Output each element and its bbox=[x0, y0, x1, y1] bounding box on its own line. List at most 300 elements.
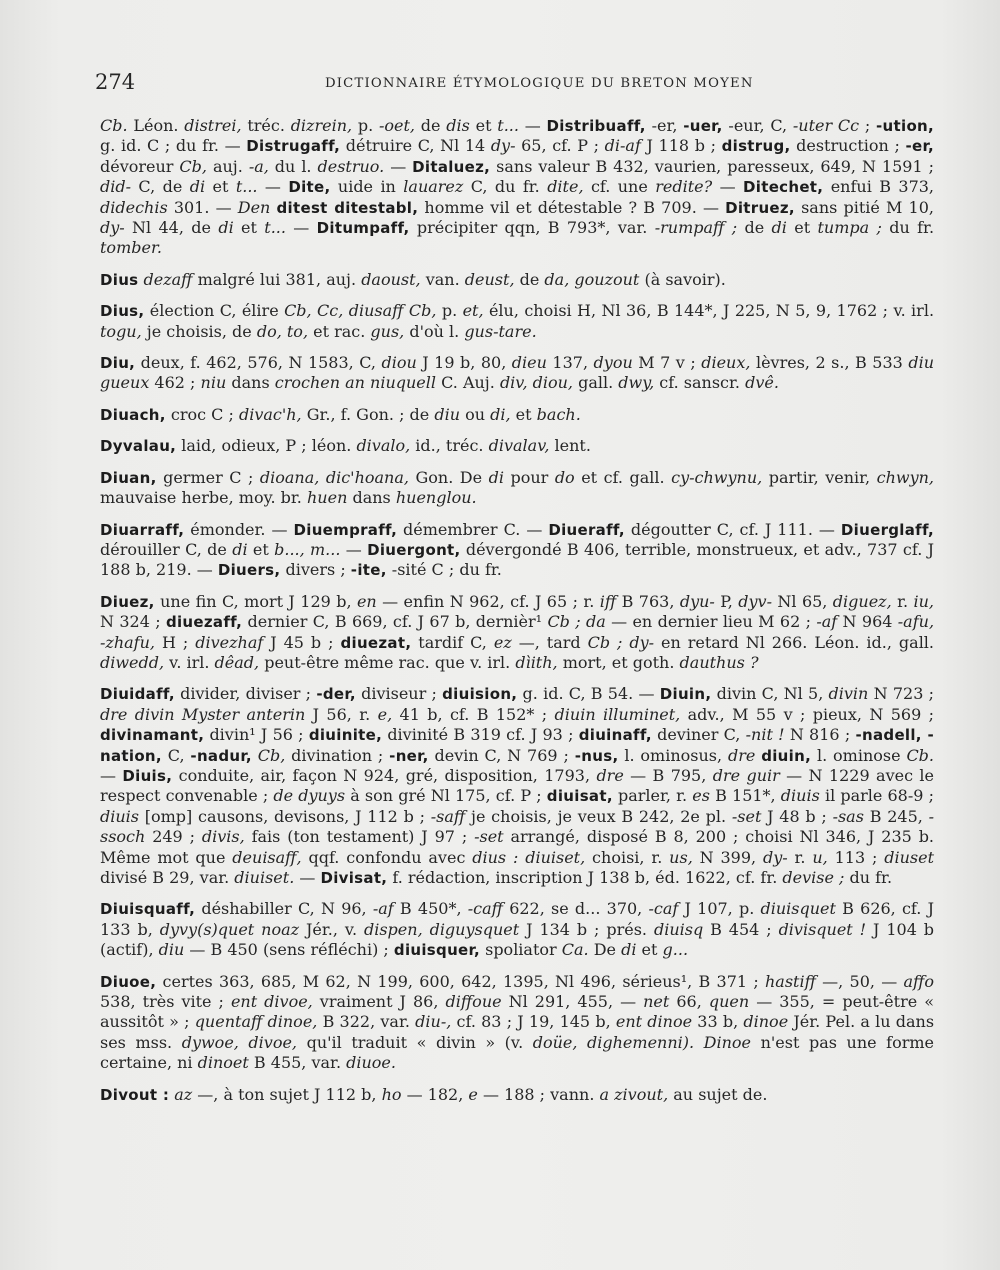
italic-text: chwyn, bbox=[876, 467, 935, 487]
italic-text: lauarez bbox=[403, 177, 464, 197]
italic-text: di bbox=[771, 218, 787, 238]
italic-text: ho bbox=[381, 1084, 402, 1104]
italic-text: es bbox=[692, 786, 710, 806]
entry-text: divin¹ J 56 ; bbox=[204, 725, 309, 745]
italic-text: doüe, dighemenni). bbox=[532, 1032, 695, 1052]
italic-text: dauthus ? bbox=[679, 652, 759, 672]
italic-text: diuis bbox=[100, 806, 139, 826]
entry-text: et bbox=[786, 218, 818, 238]
italic-text: di-af bbox=[604, 136, 641, 156]
headword: Divisat, bbox=[320, 869, 388, 887]
entry-text: laid, odieux, P ; léon. bbox=[176, 436, 357, 456]
italic-text: diuset bbox=[884, 847, 934, 867]
entry-text: et bbox=[475, 116, 498, 135]
entry-text: parler, r. bbox=[612, 786, 693, 806]
dictionary-entry bbox=[100, 468, 934, 509]
italic-text: net bbox=[643, 992, 670, 1012]
headword: distrug, bbox=[721, 137, 791, 156]
entry-text: g. id. C ; du fr. — bbox=[100, 136, 247, 156]
entry-text: — 188 ; vann. bbox=[477, 1084, 600, 1104]
italic-text: -set bbox=[474, 827, 504, 847]
headword: Diu, bbox=[100, 354, 136, 373]
entry-text: (à savoir). bbox=[639, 269, 726, 289]
italic-text: divac'h, bbox=[238, 404, 302, 424]
entry-text: et bbox=[636, 940, 663, 960]
headword: -er, bbox=[905, 137, 935, 156]
entry-text: M 7 v ; bbox=[632, 353, 702, 373]
italic-text: divalav, bbox=[488, 436, 550, 456]
headword: diuisat, bbox=[546, 787, 613, 806]
italic-text: dizrein, bbox=[290, 116, 358, 135]
entry-text: élection C, élire bbox=[144, 301, 285, 321]
headword: Diuerglaff, bbox=[840, 520, 934, 539]
entry-text: J 134 b ; prés. bbox=[519, 919, 654, 939]
entry-text: J 45 b ; bbox=[263, 632, 341, 652]
entry-text: uide in bbox=[330, 177, 404, 197]
entry-text: cf. sanscr. bbox=[654, 373, 746, 393]
italic-text: -ssoch bbox=[100, 806, 934, 847]
italic-text: -nit ! bbox=[745, 725, 785, 745]
italic-text: dy- bbox=[100, 218, 125, 238]
entry-text: — B 795, bbox=[623, 765, 713, 785]
italic-text: b..., m... bbox=[274, 539, 341, 559]
italic-text: -sas bbox=[832, 806, 864, 826]
entry-text: 249 ; bbox=[145, 827, 202, 847]
entry-text: p. bbox=[357, 116, 379, 135]
entry-text: détruire C, Nl 14 bbox=[340, 136, 491, 156]
dictionary-body bbox=[100, 116, 934, 1116]
entry-text: sans valeur B 432, vaurien, paresseux, 649, N 1591 ; bbox=[490, 156, 934, 176]
entry-text: — 355, = peut-être « aussitôt » ; bbox=[100, 992, 935, 1032]
italic-text: deust, bbox=[464, 269, 515, 289]
entry-text: p. bbox=[436, 301, 463, 321]
entry-text: — bbox=[294, 868, 321, 887]
entry-text: cf. une bbox=[583, 177, 656, 197]
entry-text: adv., M 55 v ; pieux, N 569 ; bbox=[680, 704, 935, 724]
entry-text: dans bbox=[226, 373, 275, 393]
entry-text: enfui B 373, bbox=[823, 177, 935, 197]
italic-text: diuisq bbox=[653, 919, 704, 939]
entry-text: divination ; bbox=[285, 745, 390, 765]
entry-text: B 455, var. bbox=[248, 1053, 347, 1073]
italic-text: divezhaf bbox=[195, 632, 264, 652]
italic-text: destruo. bbox=[317, 156, 385, 176]
italic-text: dyou bbox=[593, 353, 633, 373]
entry-text: fais (ton testament) J 97 ; bbox=[244, 827, 475, 847]
italic-text: quentaff dinoe, bbox=[194, 1012, 318, 1032]
dictionary-entry bbox=[100, 436, 934, 456]
entry-text: déshabiller C, N 96, bbox=[195, 899, 373, 919]
italic-text: Den bbox=[237, 197, 271, 217]
dictionary-entry bbox=[100, 972, 934, 1074]
italic-text: affo bbox=[903, 971, 935, 991]
entry-text: f. rédaction, inscription J 138 b, éd. 1622, cf. fr. bbox=[387, 868, 783, 887]
entry-text: — bbox=[384, 156, 413, 176]
entry-text: tréc. bbox=[247, 116, 291, 135]
italic-text: di bbox=[189, 177, 206, 197]
italic-text: dre divin Myster anterin bbox=[100, 704, 306, 724]
italic-text: did- bbox=[100, 177, 132, 197]
entry-text: élu, choisi H, Nl 36, B 144*, J 225, N 5, 9, 1762 ; v. irl. bbox=[483, 301, 935, 321]
entry-text: P, bbox=[714, 591, 739, 611]
entry-text: — N 1229 avec le respect convenable ; bbox=[100, 765, 935, 806]
dictionary-entry bbox=[100, 520, 934, 581]
entry-text: au sujet de. bbox=[668, 1084, 768, 1104]
entry-text: divider, diviser ; bbox=[174, 684, 317, 704]
entry-text: lèvres, 2 s., B 533 bbox=[750, 353, 909, 373]
entry-text: cf. 83 ; J 19, 145 b, bbox=[451, 1012, 616, 1032]
italic-text: do bbox=[554, 467, 575, 487]
entry-text: — bbox=[285, 218, 317, 238]
italic-text: dinoet bbox=[197, 1053, 249, 1073]
headword: -nadell, -nation, bbox=[100, 726, 935, 765]
entry-text: devin C, N 769 ; bbox=[428, 745, 575, 765]
entry-text: en retard Nl 266. Léon. id., gall. bbox=[654, 632, 935, 652]
entry-text: divers ; bbox=[280, 560, 351, 580]
entry-text: ou bbox=[460, 404, 491, 424]
italic-text: dyv- bbox=[738, 591, 772, 611]
dictionary-entry bbox=[100, 270, 934, 290]
entry-text: précipiter qqn, B 793*, var. bbox=[409, 218, 655, 238]
italic-text: e, bbox=[377, 704, 393, 724]
entry-text: N 964 bbox=[837, 612, 898, 632]
italic-text: bach. bbox=[536, 404, 581, 424]
entry-text: croc C ; bbox=[165, 404, 239, 424]
italic-text: distrei, bbox=[184, 116, 248, 135]
headword: -der, bbox=[316, 685, 356, 704]
italic-text: us, bbox=[669, 847, 693, 867]
italic-text: diu gueux bbox=[100, 353, 934, 393]
italic-text: diuisquet bbox=[760, 899, 836, 919]
italic-text: -af bbox=[372, 899, 394, 919]
headword: Diuez, bbox=[100, 592, 155, 611]
italic-text: ent divoe, bbox=[230, 992, 313, 1012]
italic-text: dy- bbox=[490, 136, 516, 156]
entry-text: —, à ton sujet J 112 b, bbox=[192, 1084, 382, 1104]
headword: Diuan, bbox=[100, 468, 157, 487]
headword: -nadur, bbox=[190, 746, 252, 765]
headword: Diuempraff, bbox=[293, 520, 398, 539]
entry-text: Nl 65, bbox=[772, 591, 833, 611]
entry-text: malgré lui 381, auj. bbox=[192, 269, 362, 289]
italic-text: dite, bbox=[547, 177, 584, 197]
entry-text: du l. bbox=[268, 156, 318, 176]
running-title: DICTIONNAIRE ÉTYMOLOGIQUE DU BRETON MOYEN bbox=[325, 76, 754, 91]
entry-text: je choisis, je veux B 242, 2e pl. bbox=[465, 806, 732, 826]
headword: Diuisquaff, bbox=[100, 900, 196, 919]
headword: Dius, bbox=[100, 302, 145, 321]
entry-text: C, bbox=[161, 745, 191, 765]
italic-text: a zivout, bbox=[599, 1084, 669, 1104]
entry-text: 41 b, cf. B 152* ; bbox=[392, 704, 555, 724]
entry-text: et bbox=[233, 218, 265, 238]
entry-text: N 723 ; bbox=[868, 684, 935, 704]
entry-text: -er, bbox=[645, 116, 684, 135]
entry-text: ; bbox=[859, 116, 877, 135]
entry-text: spoliator bbox=[480, 940, 562, 960]
italic-text: dywoe, divoe, bbox=[181, 1032, 298, 1052]
headword: -nus, bbox=[574, 746, 619, 765]
italic-text: niu bbox=[200, 373, 227, 393]
headword: Dyvalau, bbox=[100, 437, 177, 456]
dictionary-entry bbox=[100, 353, 934, 394]
entry-text: 622, se d... 370, bbox=[502, 899, 649, 919]
entry-text: — bbox=[524, 116, 547, 135]
entry-text: Léon. bbox=[127, 116, 185, 135]
headword: Dius bbox=[100, 270, 139, 289]
headword: Dite, bbox=[288, 178, 331, 197]
entry-text: J 107, p. bbox=[678, 899, 761, 919]
entry-text: émonder. — bbox=[184, 519, 294, 539]
italic-text: dy- bbox=[762, 847, 788, 867]
italic-text: di bbox=[621, 940, 637, 960]
entry-text: 462 ; bbox=[149, 373, 201, 393]
entry-text: peut-être même rac. que v. irl. bbox=[259, 652, 516, 672]
italic-text: divin bbox=[828, 684, 869, 704]
entry-text: r. bbox=[787, 847, 813, 867]
entry-text: J 56, r. bbox=[305, 704, 378, 724]
italic-text: gus-tare. bbox=[464, 321, 537, 341]
entry-text: N 816 ; bbox=[784, 725, 856, 745]
italic-text: en bbox=[356, 591, 377, 611]
entry-text: B 450*, bbox=[393, 899, 468, 919]
entry-text: qqf. confondu avec bbox=[301, 847, 473, 867]
italic-text: dinoe bbox=[743, 1012, 789, 1032]
italic-text: diu-, bbox=[415, 1012, 452, 1032]
entry-text: et bbox=[247, 539, 275, 559]
entry-text: C. Auj. bbox=[436, 373, 500, 393]
italic-text: -uter Cc bbox=[792, 116, 860, 135]
italic-text: iff bbox=[599, 591, 617, 611]
entry-text: N 399, bbox=[692, 847, 763, 867]
italic-text: Ca. bbox=[561, 940, 589, 960]
entry-text: 137, bbox=[546, 353, 594, 373]
headword: Diuidaff, bbox=[100, 685, 175, 704]
entry-text: -sité C ; du fr. bbox=[386, 560, 502, 580]
italic-text: g... bbox=[662, 940, 689, 960]
italic-text: dioana, dic'hoana, bbox=[259, 467, 409, 487]
entry-text: conduite, air, façon N 924, gré, disposition, 1793, bbox=[172, 765, 597, 785]
entry-text: je choisis, de bbox=[141, 321, 257, 341]
headword: Diuarraff, bbox=[100, 520, 185, 539]
headword: diuisquer, bbox=[393, 941, 481, 960]
entry-text: 538, très vite ; bbox=[100, 992, 231, 1012]
italic-text: hastiff bbox=[764, 971, 816, 991]
italic-text: cy-chwynu, bbox=[671, 467, 763, 487]
entry-text: Gr., f. Gon. ; de bbox=[301, 404, 435, 424]
entry-text: — bbox=[712, 177, 744, 197]
entry-text: B 322, var. bbox=[317, 1012, 416, 1032]
italic-text: Cb ; da bbox=[547, 612, 606, 632]
italic-text: diu bbox=[158, 940, 185, 960]
italic-text: diuiset. bbox=[234, 868, 295, 887]
entry-text: arrangé, disposé B 8, 200 ; choisi Nl 346, J 235 b. Même mot que bbox=[100, 827, 935, 867]
entry-text: — B 450 (sens réfléchi) ; bbox=[184, 940, 394, 960]
italic-text: Cb, Cc, bbox=[284, 301, 344, 321]
headword: diuinite, bbox=[308, 726, 383, 745]
entry-text: dévergondé B 406, terrible, monstrueux, et adv., 737 cf. J 188 b, 219. — bbox=[100, 539, 935, 580]
italic-text: divalo, bbox=[356, 436, 411, 456]
italic-text: -afu, -zhafu, bbox=[100, 612, 935, 652]
entry-text: d'où l. bbox=[404, 321, 465, 341]
entry-text: du fr. bbox=[881, 218, 935, 238]
page-number: 274 bbox=[95, 70, 136, 94]
headword: diuision, bbox=[442, 685, 518, 704]
headword: Distribuaff, bbox=[546, 117, 646, 135]
entry-text: [omp] causons, devisons, J 112 b ; bbox=[139, 806, 431, 826]
italic-text: diguez, bbox=[832, 591, 892, 611]
italic-text: diuoe. bbox=[346, 1053, 396, 1073]
entry-text: tardif C, bbox=[411, 632, 494, 652]
entry-text: de bbox=[420, 116, 447, 135]
headword: Diuergont, bbox=[367, 540, 461, 559]
italic-text: az bbox=[174, 1084, 193, 1104]
italic-text: -saff bbox=[430, 806, 466, 826]
italic-text: Dinoe bbox=[703, 1032, 752, 1052]
dictionary-entry bbox=[100, 405, 934, 425]
entry-text: g. id. C, B 54. — bbox=[517, 684, 660, 704]
entry-text: n'est pas une forme certaine, ni bbox=[100, 1032, 934, 1073]
entry-text: J 118 b ; bbox=[640, 136, 722, 156]
entry-text: — en dernier lieu M 62 ; bbox=[605, 612, 817, 632]
entry-text: Jér., v. bbox=[299, 919, 364, 939]
entry-text: —, tard bbox=[511, 632, 588, 652]
italic-text: t... bbox=[264, 218, 286, 238]
entry-text: B 626, cf. J 133 b, bbox=[100, 899, 934, 939]
entry-text: choisi, r. bbox=[585, 847, 670, 867]
entry-text: 66, bbox=[669, 992, 709, 1012]
headword: Diueraff, bbox=[548, 520, 625, 539]
entry-text bbox=[694, 1033, 704, 1052]
headword: diuin, bbox=[761, 746, 812, 765]
entry-text: à son gré Nl 175, cf. P ; bbox=[345, 786, 547, 806]
dictionary-entry bbox=[100, 899, 934, 960]
dictionary-entry bbox=[100, 684, 934, 888]
entry-text: du fr. bbox=[844, 868, 893, 887]
entry-text: — bbox=[340, 539, 368, 559]
entry-text: — bbox=[100, 765, 123, 785]
headword: Diuach, bbox=[100, 405, 166, 424]
headword: Ditechet, bbox=[743, 178, 824, 197]
italic-text: dezaff bbox=[143, 269, 193, 289]
italic-text: diuis bbox=[780, 786, 820, 806]
italic-text: gus, bbox=[370, 321, 405, 341]
entry-text: il parle 68-9 ; bbox=[819, 786, 934, 806]
italic-text: iu, bbox=[913, 591, 934, 611]
entry-text: Jér. Pel. a lu dans ses mss. bbox=[100, 1012, 935, 1052]
entry-text: diviseur ; bbox=[355, 684, 443, 704]
entry-text: Nl 291, 455, — bbox=[501, 992, 644, 1012]
entry-text: sans pitié M 10, bbox=[794, 197, 934, 217]
headword: Diuers, bbox=[217, 561, 281, 580]
italic-text: t... bbox=[235, 177, 258, 197]
entry-text: H ; bbox=[155, 632, 196, 652]
entry-text: partir, venir, bbox=[762, 467, 877, 487]
italic-text: da, gouzout bbox=[544, 269, 640, 289]
italic-text: diffoue bbox=[445, 992, 502, 1012]
headword: -ution, bbox=[876, 117, 935, 135]
italic-text: di bbox=[488, 467, 504, 487]
italic-text: do, to, bbox=[256, 321, 309, 341]
italic-text: -caf bbox=[648, 899, 679, 919]
italic-text: Cb, bbox=[257, 745, 286, 765]
entry-text: v. irl. bbox=[164, 652, 215, 672]
italic-text: dis bbox=[446, 116, 476, 135]
italic-text: dre guir bbox=[712, 765, 780, 785]
entry-text: r. bbox=[891, 591, 914, 611]
entry-text: l. ominose bbox=[811, 745, 907, 765]
dictionary-entry bbox=[100, 301, 934, 342]
entry-text: mort, et goth. bbox=[557, 652, 680, 672]
entry-text: C, de bbox=[131, 177, 190, 197]
headword: Diuin, bbox=[659, 685, 712, 704]
italic-text: divis, bbox=[201, 827, 245, 847]
entry-text: id., tréc. bbox=[410, 436, 489, 456]
entry-text: certes 363, 685, M 62, N 199, 600, 642, 1395, Nl 496, sérieus¹, B 371 ; bbox=[156, 971, 765, 991]
italic-text: togu, bbox=[100, 321, 142, 341]
italic-text: dieu bbox=[511, 353, 547, 373]
entry-text: 65, cf. P ; bbox=[515, 136, 605, 156]
headword: ditest ditestabl, bbox=[276, 198, 419, 217]
italic-text: di, bbox=[490, 404, 511, 424]
italic-text: redite? bbox=[655, 177, 713, 197]
entry-text: De bbox=[588, 940, 622, 960]
headword: -ner, bbox=[389, 746, 429, 765]
italic-text: di bbox=[218, 218, 234, 238]
entry-text: et rac. bbox=[308, 321, 371, 341]
italic-text: t... bbox=[497, 116, 525, 135]
italic-text: deuisaff, bbox=[232, 847, 302, 867]
italic-text: diwedd, bbox=[100, 652, 165, 672]
italic-text: di bbox=[232, 539, 248, 559]
headword: Diuis, bbox=[122, 766, 173, 785]
entry-text: divisé B 29, var. bbox=[100, 868, 235, 887]
italic-text: diuin illuminet, bbox=[554, 704, 681, 724]
italic-text: de dyuys bbox=[273, 786, 346, 806]
entry-text: Gon. De bbox=[408, 467, 489, 487]
italic-text: Cb ; dy- bbox=[587, 632, 655, 652]
italic-text: quen bbox=[708, 992, 750, 1012]
entry-text: pour bbox=[503, 467, 555, 487]
headword: diuezaff, bbox=[165, 613, 243, 632]
headword: divinamant, bbox=[100, 726, 205, 745]
headword: Ditruez, bbox=[725, 198, 795, 217]
italic-text: -caff bbox=[467, 899, 503, 919]
italic-text: diusaff Cb, bbox=[348, 301, 437, 321]
entry-text: démembrer C. — bbox=[397, 519, 549, 539]
entry-text: deux, f. 462, 576, N 1583, C, bbox=[135, 353, 382, 373]
italic-text: dre bbox=[596, 765, 624, 785]
entry-text: divinité B 319 cf. J 93 ; bbox=[382, 725, 579, 745]
headword: Distrugaff, bbox=[246, 137, 341, 156]
italic-text: Cb. bbox=[100, 116, 128, 135]
italic-text: Cb, bbox=[179, 156, 207, 176]
headword: Diuoe, bbox=[100, 972, 157, 991]
italic-text: didechis bbox=[100, 197, 168, 217]
entry-text: B 763, bbox=[616, 591, 680, 611]
italic-text: -oet, bbox=[378, 116, 421, 135]
italic-text: dvê. bbox=[745, 373, 779, 393]
italic-text: dre bbox=[727, 745, 756, 765]
headword: -ite, bbox=[350, 561, 387, 580]
entry-text: dégoutter C, cf. J 111. — bbox=[624, 519, 841, 539]
entry-text: et bbox=[205, 177, 236, 197]
italic-text: ent dinoe bbox=[615, 1012, 693, 1032]
italic-text: dwy, bbox=[618, 373, 655, 393]
entry-text: —, 50, — bbox=[815, 971, 904, 991]
dictionary-entry bbox=[100, 116, 934, 259]
italic-text: -a, bbox=[248, 156, 269, 176]
